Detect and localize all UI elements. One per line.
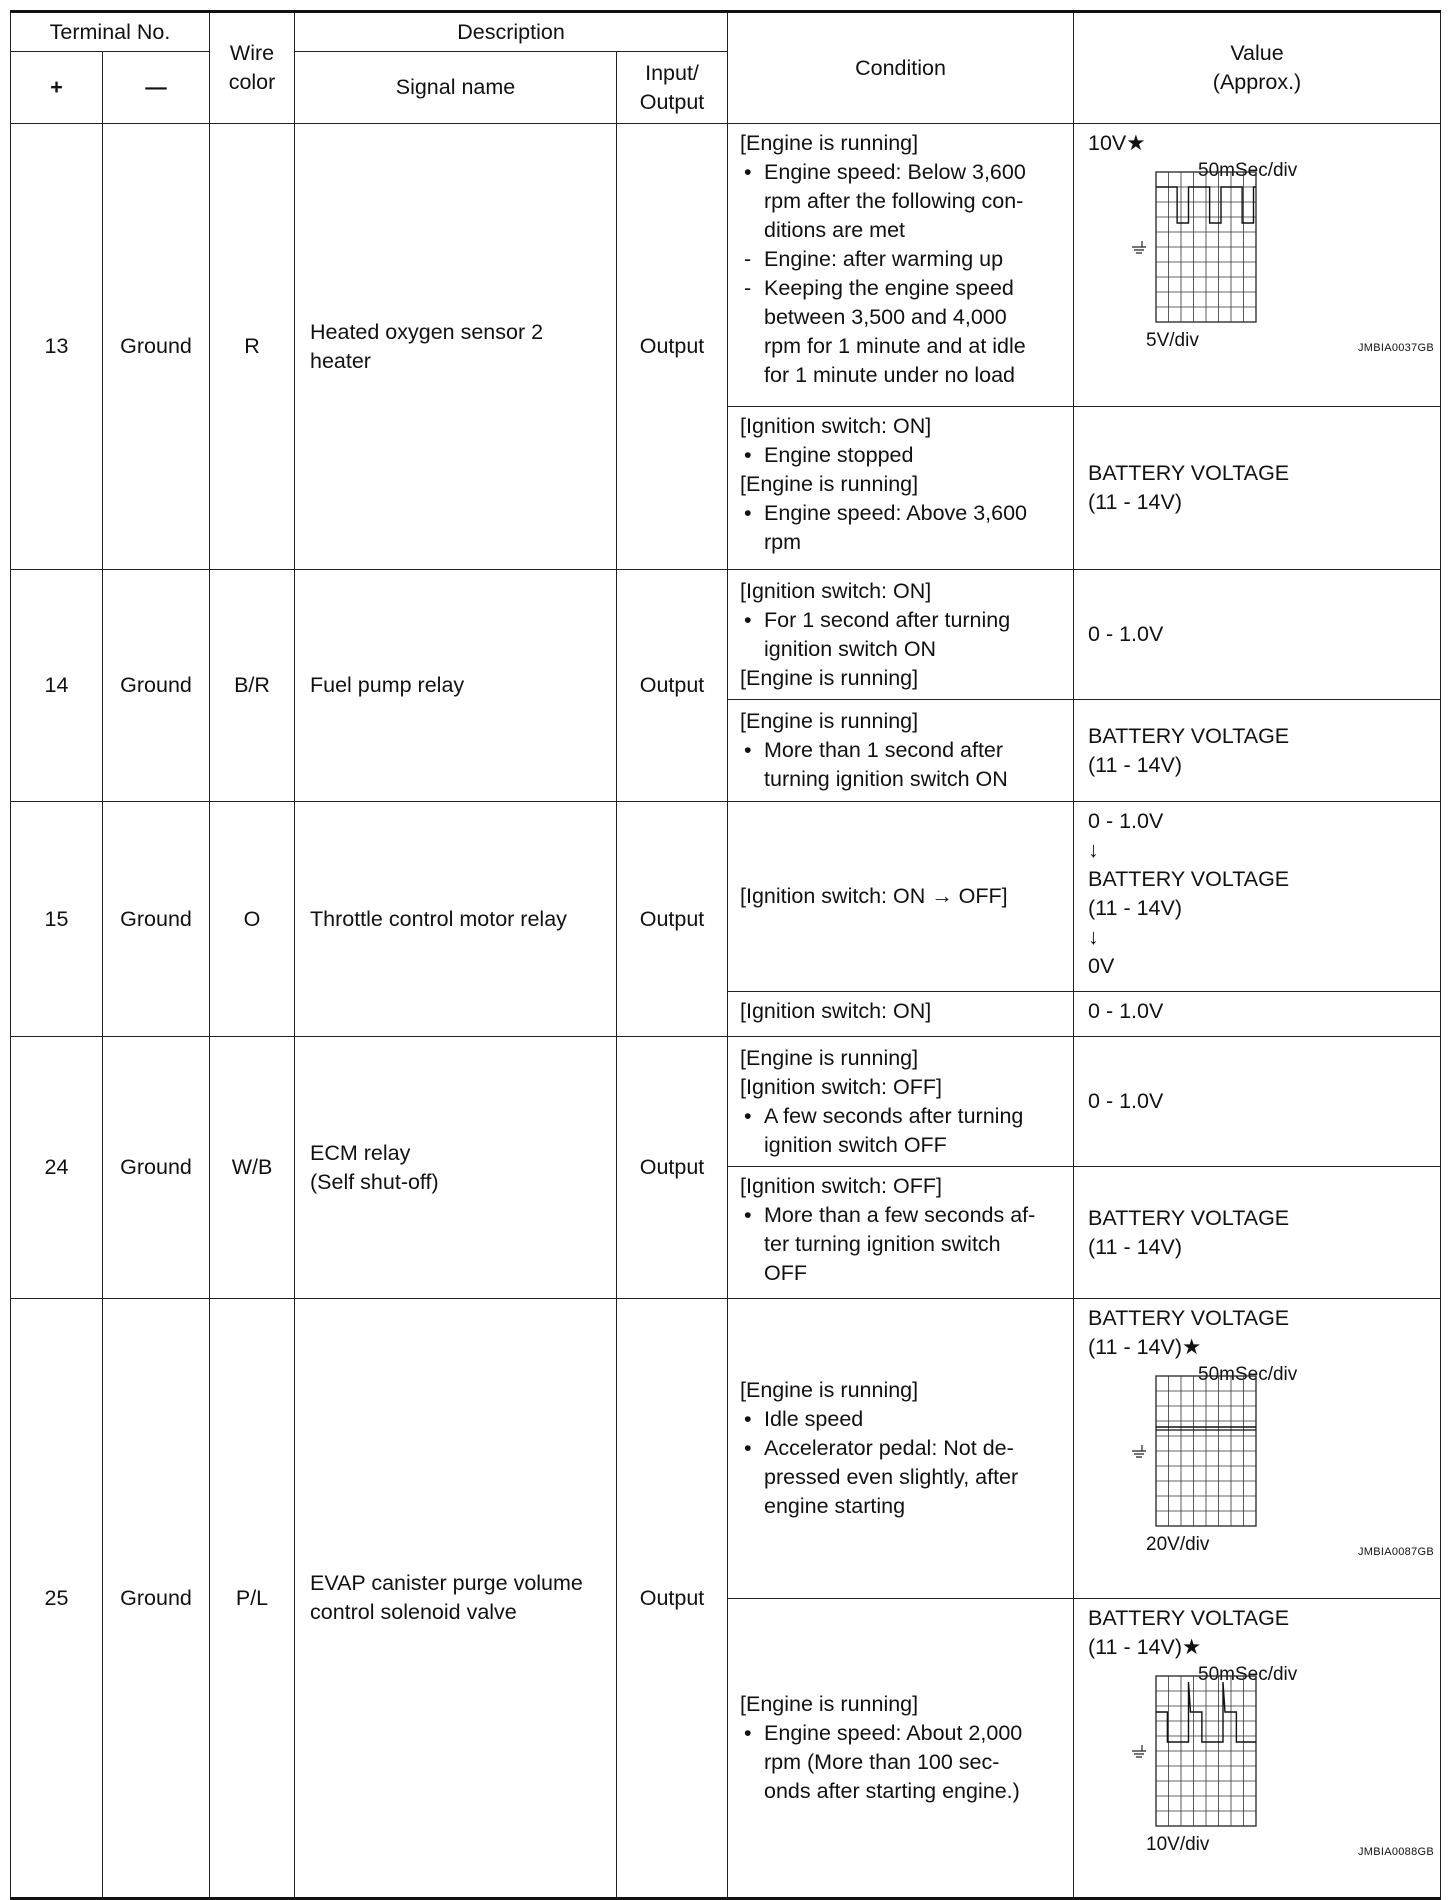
condition-line: onds after starting engine.) [764, 1779, 1020, 1803]
condition-cell: [Engine is running] • Engine speed: Below 3,600 rpm after the following con- ditions are met - Engine: after warming up - Keeping the engine speed between 3,500 and 4,000 rpm for 1 minute and at idle for 1 minute under no load [728, 124, 1074, 407]
time-division-label: 50mSec/div [1198, 1664, 1298, 1685]
value-cell [1074, 124, 1441, 407]
condition-line: ignition switch OFF [764, 1132, 947, 1157]
condition-line: [Ignition switch: OFF] [740, 1074, 942, 1099]
time-division-label: 50mSec/div [1198, 1364, 1298, 1385]
value-line: 0 - 1.0V [1088, 809, 1164, 833]
value-line: (11 - 14V)★ [1088, 1635, 1202, 1659]
signal-name: Throttle control motor relay [295, 802, 617, 1037]
condition-cell: [Ignition switch: ON] • Engine stopped [Engine is running] • Engine speed: Above 3,600 rpm [728, 407, 1074, 570]
terminal-table-body [11, 124, 1441, 1899]
signal-name: EVAP canister purge volume control solenoid valve [295, 1299, 617, 1899]
value-cell [1074, 1167, 1441, 1299]
condition-line: [Ignition switch: ON] [740, 999, 932, 1023]
table-row [11, 1299, 1441, 1599]
condition-line: ignition switch ON [764, 636, 937, 661]
condition-line: rpm after the following con- [764, 189, 1024, 213]
wire-color: R [210, 124, 295, 570]
input-output: Output [617, 1037, 728, 1299]
condition-line: OFF [764, 1261, 808, 1285]
condition-line: turning ignition switch ON [764, 767, 1008, 791]
condition-line: for 1 minute under no load [764, 363, 1016, 387]
value-line: 0V [1088, 954, 1115, 978]
condition-line: engine starting [764, 1494, 906, 1518]
value-line: BATTERY VOLTAGE [1088, 723, 1290, 748]
value-cell [1074, 1599, 1441, 1899]
condition-line: More than 1 second after [764, 738, 1004, 762]
figure-code: JMBIA0037GB [1357, 342, 1435, 354]
input-output-header: Input/ Output [617, 52, 728, 124]
condition-line: For 1 second after turning [764, 607, 1011, 632]
figure-code: JMBIA0088GB [1357, 1846, 1435, 1858]
oscilloscope-figure [1088, 1662, 1435, 1862]
value-line: (11 - 14V)★ [1088, 1335, 1202, 1359]
condition-header: Condition [728, 12, 1074, 124]
value-cell [1074, 407, 1441, 570]
condition-cell: [Ignition switch: OFF] • More than a few seconds af- ter turning ignition switch OFF [728, 1167, 1074, 1299]
condition-line: [Engine is running] [740, 131, 919, 155]
value-line: BATTERY VOLTAGE [1088, 1205, 1290, 1230]
oscilloscope-figure [1088, 1362, 1435, 1562]
value-line: 0 - 1.0V [1088, 1089, 1164, 1113]
value-line: BATTERY VOLTAGE [1088, 867, 1290, 891]
value-line: 10V★ [1088, 131, 1146, 155]
value-cell [1074, 802, 1441, 992]
condition-line: [Engine is running] [740, 472, 919, 496]
value-line: BATTERY VOLTAGE [1088, 1306, 1290, 1330]
value-cell [1074, 570, 1441, 700]
condition-line: [Ignition switch: ON] [740, 578, 932, 603]
terminal-table-wrapper [10, 10, 1440, 1900]
description-header: Description [295, 12, 728, 52]
ground-terminal: Ground [103, 1299, 210, 1899]
terminal-number: 15 [11, 802, 103, 1037]
condition-line: [Engine is running] [740, 1692, 919, 1716]
condition-line: A few seconds after turning [764, 1103, 1024, 1128]
condition-line: Engine speed: About 2,000 [764, 1721, 1023, 1745]
condition-line: [Ignition switch: OFF] [740, 1174, 942, 1198]
condition-line: [Engine is running] [740, 665, 919, 690]
figure-code: JMBIA0087GB [1357, 1546, 1435, 1558]
terminal-number: 14 [11, 570, 103, 802]
value-header: Value (Approx.) [1074, 12, 1441, 124]
condition-line: ditions are met [764, 218, 906, 242]
condition-cell: [Engine is running] • More than 1 second after turning ignition switch ON [728, 700, 1074, 802]
oscilloscope-figure [1088, 158, 1435, 358]
oscilloscope-grid [1128, 1364, 1268, 1534]
condition-line: More than a few seconds af- [764, 1203, 1036, 1227]
condition-line: Accelerator pedal: Not de- [764, 1436, 1014, 1460]
value-cell [1074, 1299, 1441, 1599]
value-line: BATTERY VOLTAGE [1088, 1606, 1290, 1630]
ground-terminal: Ground [103, 1037, 210, 1299]
terminal-number: 24 [11, 1037, 103, 1299]
value-cell [1074, 992, 1441, 1037]
wire-color: O [210, 802, 295, 1037]
table-row [11, 570, 1441, 700]
value-cell [1074, 1037, 1441, 1167]
condition-line: [Ignition switch: ON] [740, 414, 932, 438]
signal-name: Fuel pump relay [295, 570, 617, 802]
value-line: (11 - 14V) [1088, 752, 1183, 777]
signal-name: Heated oxygen sensor 2 heater [295, 124, 617, 570]
condition-cell [728, 992, 1074, 1037]
wire-color: P/L [210, 1299, 295, 1899]
ground-symbol [1132, 241, 1146, 253]
input-output: Output [617, 802, 728, 1037]
condition-line: [Engine is running] [740, 709, 919, 733]
value-line: (11 - 14V) [1088, 896, 1183, 920]
input-output: Output [617, 570, 728, 802]
table-row [11, 1037, 1441, 1167]
condition-line: Engine speed: Above 3,600 [764, 501, 1028, 525]
scope-grid-lines [1156, 1376, 1256, 1526]
signal-name-header: Signal name [295, 52, 617, 124]
ground-terminal: Ground [103, 124, 210, 570]
condition-line: pressed even slightly, after [764, 1465, 1019, 1489]
oscilloscope-grid [1128, 1664, 1268, 1834]
ground-terminal: Ground [103, 570, 210, 802]
condition-line: Keeping the engine speed [764, 276, 1014, 300]
value-line: 0 - 1.0V [1088, 999, 1164, 1023]
condition-line: [Engine is running] [740, 1378, 919, 1402]
condition-line: ter turning ignition switch [764, 1232, 1001, 1256]
input-output: Output [617, 124, 728, 570]
wire-color: B/R [210, 570, 295, 802]
condition-line: rpm [764, 530, 802, 554]
ground-symbol [1132, 1745, 1146, 1757]
wire-color: W/B [210, 1037, 295, 1299]
condition-line: rpm (More than 100 sec- [764, 1750, 1000, 1774]
scope-grid-lines [1156, 172, 1256, 322]
ecm-terminal-table [10, 10, 1441, 1900]
condition-cell: [Engine is running] • Idle speed • Accelerator pedal: Not de- pressed even slightly, after engine starting [728, 1299, 1074, 1599]
voltage-division-label: 5V/div [1146, 330, 1199, 351]
value-line: (11 - 14V) [1088, 490, 1183, 514]
signal-name: ECM relay (Self shut-off) [295, 1037, 617, 1299]
condition-line: Idle speed [764, 1407, 864, 1431]
condition-cell [728, 802, 1074, 992]
minus-header: — [103, 52, 210, 124]
oscilloscope-grid [1128, 160, 1268, 330]
ground-terminal: Ground [103, 802, 210, 1037]
value-cell [1074, 700, 1441, 802]
condition-line: Engine: after warming up [764, 247, 1004, 271]
condition-line: [Engine is running] [740, 1045, 919, 1070]
condition-cell: [Ignition switch: ON] • For 1 second after turning ignition switch ON [Engine is running] [728, 570, 1074, 700]
terminal-no-header: Terminal No. [11, 12, 210, 52]
value-line: 0 - 1.0V [1088, 622, 1164, 646]
condition-cell: [Engine is running] • Engine speed: About 2,000 rpm (More than 100 sec- onds after starting engine.) [728, 1599, 1074, 1899]
condition-line: rpm for 1 minute and at idle [764, 334, 1026, 358]
terminal-number: 13 [11, 124, 103, 570]
plus-header: + [11, 52, 103, 124]
input-output: Output [617, 1299, 728, 1899]
ground-symbol [1132, 1445, 1146, 1457]
scope-grid-lines [1156, 1676, 1256, 1826]
condition-line: [Ignition switch: ON → OFF] [740, 884, 1008, 908]
value-line: (11 - 14V) [1088, 1234, 1183, 1259]
voltage-division-label: 20V/div [1146, 1534, 1210, 1555]
condition-line: Engine stopped [764, 443, 914, 467]
table-row [11, 124, 1441, 407]
value-line: ↓ [1088, 838, 1099, 862]
condition-line: Engine speed: Below 3,600 [764, 160, 1026, 184]
condition-line: between 3,500 and 4,000 [764, 305, 1007, 329]
value-line: BATTERY VOLTAGE [1088, 461, 1290, 485]
table-row [11, 802, 1441, 992]
voltage-division-label: 10V/div [1146, 1834, 1210, 1855]
value-line: ↓ [1088, 925, 1099, 949]
time-division-label: 50mSec/div [1198, 160, 1298, 181]
condition-cell: [Engine is running] [Ignition switch: OFF] • A few seconds after turning ignition switch OFF [728, 1037, 1074, 1167]
terminal-number: 25 [11, 1299, 103, 1899]
wire-color-header: Wire color [210, 12, 295, 124]
